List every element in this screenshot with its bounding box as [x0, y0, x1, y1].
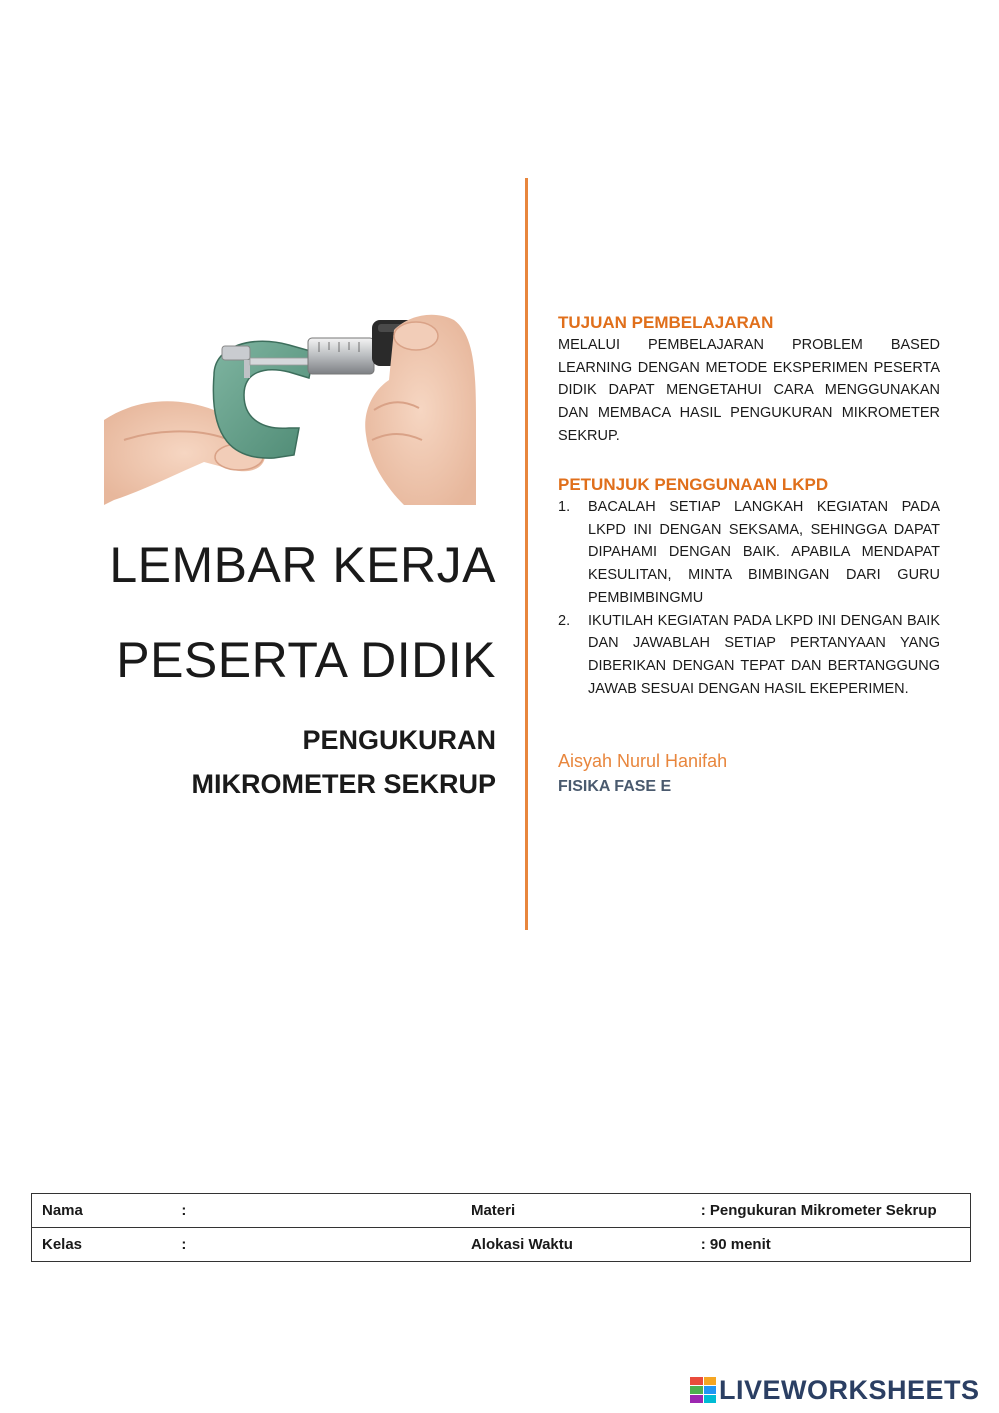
list-item — [558, 496, 940, 610]
list-item — [558, 610, 940, 701]
logo-text: LIVEWORKSHEETS — [719, 1374, 980, 1405]
author-subject: FISIKA FASE E — [558, 778, 672, 795]
list-item-text: BACALAH SETIAP LANGKAH KEGIATAN PADA LKPD INI DENGAN SEKSAMA, SEHINGGA DAPAT DIPAHAMI DENGAN BAIK. APABILA MENDAPAT KESULITAN, MINTA BIMBINGAN DARI GURU PEMBIMBINGMU — [588, 499, 940, 606]
table-cell-label: Kelas — [32, 1228, 172, 1262]
liveworksheets-icon — [690, 1377, 716, 1403]
table-cell-label: Nama — [32, 1194, 172, 1228]
table-cell-label: Alokasi Waktu — [461, 1228, 691, 1262]
title-line-1: LEMBAR KERJA — [109, 537, 496, 593]
subtitle-line-2: MIKROMETER SEKRUP — [191, 769, 496, 799]
liveworksheets-logo — [690, 1374, 980, 1406]
list-item-text: IKUTILAH KEGIATAN PADA LKPD INI DENGAN BAIK DAN JAWABLAH SETIAP PERTANYAAN YANG DIBERIKAN DENGAN TEPAT DAN BERTANGGUNG JAWAB SESUAI DENGAN HASIL EKEPERIMEN. — [588, 612, 940, 697]
goal-section — [558, 312, 940, 448]
vertical-divider — [525, 178, 528, 930]
subtitle — [60, 718, 496, 806]
table-cell-value: : Pengukuran Mikrometer Sekrup — [691, 1194, 971, 1228]
goal-heading: TUJUAN PEMBELAJARAN — [558, 313, 774, 332]
name-field[interactable]: : — [171, 1194, 461, 1228]
author-name: Aisyah Nurul Hanifah — [558, 751, 728, 771]
info-table — [31, 1193, 971, 1262]
table-row — [32, 1228, 971, 1262]
goal-text: MELALUI PEMBELAJARAN PROBLEM BASED LEARNING DENGAN METODE EKSPERIMEN PESERTA DIDIK DAPAT MENGETAHUI CARA MENGGUNAKAN DAN MEMBACA HASIL PENGUKURAN MIKROMETER SEKRUP. — [558, 337, 940, 444]
table-cell-value: : 90 menit — [691, 1228, 971, 1262]
instructions-heading: PETUNJUK PENGGUNAAN LKPD — [558, 475, 829, 494]
table-cell-label: Materi — [461, 1194, 691, 1228]
instructions-section — [558, 474, 940, 700]
author-section — [558, 748, 940, 800]
table-row — [32, 1194, 971, 1228]
list-item-number: 1. — [558, 499, 571, 515]
micrometer-photo — [104, 300, 476, 505]
instructions-list — [558, 496, 940, 700]
subtitle-line-1: PENGUKURAN — [302, 725, 496, 755]
class-field[interactable]: : — [171, 1228, 461, 1262]
title-line-2: PESERTA DIDIK — [116, 632, 496, 688]
list-item-number: 2. — [558, 612, 571, 629]
